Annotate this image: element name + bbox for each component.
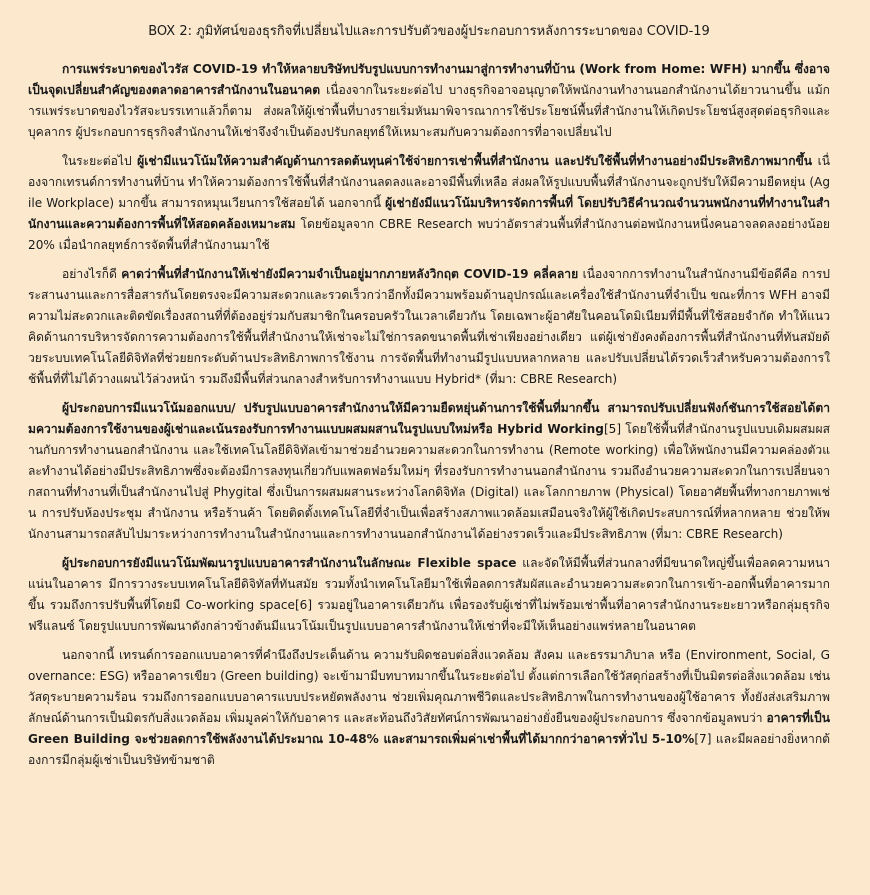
bold-text: ผู้เช่ายังมีแนวโน้มบริหารจัดการพื้นที่ โดยปรับวิธีคำนวณจำนวนพนักงานที่ทำงานในสำนักงานและความต้องการพื้นที่ให้สอดคล้องเหมาะสม [28,196,830,231]
bold-text: อาคารที่เป็น Green Building จะช่วยลดการใช้พลังงานได้ประมาณ 10-48% และสามารถเพิ่มค่าเช่าพื้นที่ได้มากกว่าอาคารทั่วไป 5-10% [28,711,830,746]
paragraph-wfh [28,59,830,143]
body-text: [5] โดยใช้พื้นที่สำนักงานรูปแบบเดิมผสมผสานกับการทำงานนอกสำนักงาน และใช้เทคโนโลยีดิจิทัลเข้ามาช่วยอำนวยความสะดวกในการทำงาน (Remote working) เพื่อให้พนักงานมีความคล่องตัวและทำงานได้อย่างมีประสิทธิภาพซึ่งจะต้องมีการลงทุนเกี่ยวกับแพลตฟอร์มใหม่ๆ ที่รองรับการทำงานนอกสำนักงาน รวมถึงอำนวยความสะดวกในการเปลี่ยนจากสถานที่ทำงานที่เป็นสำนักงานไปสู่ Phygital ซึ่งเป็นการผสมผสานระหว่างโลกดิจิทัล (Digital) และโลกกายภาพ (Physical) โดยอาศัยพื้นที่ทางกายภาพเช่น การปรับห้องประชุม สำนักงาน หรือร้านค้า โดยติดตั้งเทคโนโลยีที่จำเป็นเพื่อสร้างสภาพแวดล้อมเสมือนจริงให้ผู้ใช้เกิดประสบการณ์ที่หลากหลาย ช่วยให้พนักงานสามารถสลับไปมาระหว่างการทำงานในสำนักงานและการทำงานนอกสำนักงานได้อย่างรวดเร็วและมีประสิทธิภาพ (ที่มา: CBRE Research) [28,422,830,541]
body-text: อย่างไรก็ดี [62,267,122,281]
bold-text: ผู้ประกอบการมีแนวโน้มออกแบบ/ ปรับรูปแบบอาคารสำนักงานให้มีความยืดหยุ่นด้านการใช้พื้นที่มากขึ้น สามารถปรับเปลี่ยนฟังก์ชันการใช้สอยได้ตามความต้องการใช้งานของผู้เช่าและเน้นรองรับการทำงานแบบผสมผสานในรูปแบบใหม่หรือ Hybrid Working [28,401,830,436]
bold-text: คาดว่าพื้นที่สำนักงานให้เช่ายังมีความจำเป็นอยู่มากภายหลังวิกฤต COVID-19 คลี่คลาย [121,267,579,281]
body-text: ในระยะต่อไป [62,154,138,168]
bold-text: ผู้ประกอบการยังมีแนวโน้มพัฒนารูปแบบอาคารสำนักงานในลักษณะ Flexible space [62,556,517,570]
body-text: โดยข้อมูลจาก CBRE Research พบว่าอัตราส่วนพื้นที่สำนักงานต่อพนักงานหนึ่งคนอาจลดลงอย่างน้อย 20% เมื่อนำกลยุทธ์การจัดพื้นที่สำนักงานมาใช้ [28,217,830,252]
paragraph-green-building [28,645,830,771]
body-text: เนื่องจากเทรนด์การทำงานที่บ้าน ทำให้ความต้องการใช้พื้นที่สำนักงานลดลงและอาจมีพื้นที่เหลือ ส่งผลให้รูปแบบพื้นที่สำนักงานจะถูกปรับให้มีความยืดหยุ่น (Agile Workplace) มากขึ้น สามารถหมุนเวียนการใช้สอยได้ นอกจากนี้ [28,154,831,210]
paragraph-office-demand [28,264,830,390]
bold-text: การแพร่ระบาดของไวรัส COVID-19 ทำให้หลายบริษัทปรับรูปแบบการทำงานมาสู่การทำงานที่บ้าน (Work from Home: WFH) มากขึ้น ซึ่งอาจเป็นจุดเปลี่ยนสำคัญของตลาดอาคารสำนักงานในอนาคต [28,62,830,97]
body-text: และจัดให้มีพื้นที่ส่วนกลางที่มีขนาดใหญ่ขึ้นเพื่อลดความหนาแน่นในอาคาร มีการวางระบบเทคโนโลยีดิจิทัลที่ทันสมัย รวมทั้งนำเทคโนโลยีมาใช้เพื่อลดการสัมผัสและอำนวยความสะดวกในการเข้า-ออกพื้นที่อาคารมากขึ้น รวมถึงการปรับพื้นที่โดยมี Co-working space[6] รวมอยู่ในอาคารเดียวกัน เพื่อรองรับผู้เช่าที่ไม่พร้อมเช่าพื้นที่อาคารสำนักงานระยะยาวหรือกลุ่มธุรกิจฟรีแลนซ์ โดยรูปแบบการพัฒนาดังกล่าวข้างต้นมีแนวโน้มเป็นรูปแบบอาคารสำนักงานให้เช่าที่จะมีให้เห็นอย่างแพร่หลายในอนาคต [28,556,830,633]
bold-text: ผู้เช่ามีแนวโน้มให้ความสำคัญด้านการลดต้นทุนค่าใช้จ่ายการเช่าพื้นที่สำนักงาน และปรับใช้พื้นที่ทำงานอย่างมีประสิทธิภาพมากขึ้น [137,154,813,168]
body-text: นอกจากนี้ เทรนด์การออกแบบอาคารที่คำนึงถึงประเด็นด้าน ความรับผิดชอบต่อสิ่งแวดล้อม สังคม และธรรมาภิบาล หรือ (Environment, Social, Governance: ESG) หรืออาคารเขียว (Green building) จะเข้ามามีบทบาทมากขึ้นในระยะต่อไป ตั้งแต่การเลือกใช้วัสดุก่อสร้างที่เป็นมิตรต่อสิ่งแวดล้อม เช่น วัสดุระบายความร้อน รวมถึงการออกแบบอาคารแบบประหยัดพลังงาน ช่วยเพิ่มคุณภาพชีวิตและประสิทธิภาพในการทำงานของผู้ใช้อาคาร ทั้งยังส่งเสริมภาพลักษณ์ด้านการเป็นมิตรกับสิ่งแวดล้อม เพิ่มมูลค่าให้กับอาคาร และสะท้อนถึงวิสัยทัศน์การพัฒนาอย่างยั่งยืนของผู้ประกอบการ ซึ่งจากข้อมูลพบว่า [28,648,830,725]
body-text: เนื่องจากการทำงานในสำนักงานมีข้อดีคือ การประสานงานและการสื่อสารกันโดยตรงจะมีความสะดวกและรวดเร็วกว่าอีกทั้งมีความพร้อมด้านอุปกรณ์และเครื่องใช้สำนักงานที่จำเป็น ขณะที่การ WFH อาจมีความไม่สะดวกและติดขัดเรื่องสถานที่ที่ต้องอยู่ร่วมกับสมาชิกในครอบครัวในเวลาเดียวกัน โดยเฉพาะผู้อาศัยในคอนโดมิเนียมที่มีพื้นที่ใช้สอยจำกัด ทำให้แนวคิดด้านการบริหารจัดการความต้องการใช้พื้นที่สำนักงานให้เช่าจะไม่ใช่การลดขนาดพื้นที่เช่าเพียงอย่างเดียว แต่ผู้เช่ายังคงต้องการพื้นที่สำนักงานที่ทันสมัยด้วยระบบเทคโนโลยีดิจิทัลที่ช่วยยกระดับด้านประสิทธิภาพการใช้งาน การจัดพื้นที่ทำงานมีรูปแบบหลากหลาย และปรับเปลี่ยนได้รวดเร็วสำหรับความต้องการใช้พื้นที่ที่ไม่ได้วางแผนไว้ล่วงหน้า รวมถึงมีพื้นที่ส่วนกลางสำหรับการทำงานแบบ Hybrid* (ที่มา: CBRE Research) [28,267,830,386]
paragraph-flexible-space [28,553,830,637]
body-text: เนื่องจากในระยะต่อไป บางธุรกิจอาจอนุญาตให้พนักงานทำงานนอกสำนักงานได้ยาวนานขึ้น แม้การแพร่ระบาดของไวรัสจะบรรเทาแล้วก็ตาม ส่งผลให้ผู้เช่าพื้นที่บางรายเริ่มหันมาพิจารณาการใช้ประโยชน์พื้นที่สำนักงานให้เกิดประโยชน์สูงสุดต่อธุรกิจและบุคลากร ผู้ประกอบการธุรกิจสำนักงานให้เช่าจึงจำเป็นต้องปรับกลยุทธ์ให้เหมาะสมกับความต้องการที่อาจเปลี่ยนไป [28,83,830,139]
paragraph-hybrid-working [28,398,830,545]
body-text: [7] และมีผลอย่างยิ่งหากต้องการมีกลุ่มผู้เช่าเป็นบริษัทข้ามชาติ [28,732,831,767]
box-title: BOX 2: ภูมิทัศน์ของธุรกิจที่เปลี่ยนไปและการปรับตัวของผู้ประกอบการหลังการระบาดของ COVID-19 [148,24,710,39]
paragraph-cost-reduction [28,151,830,256]
